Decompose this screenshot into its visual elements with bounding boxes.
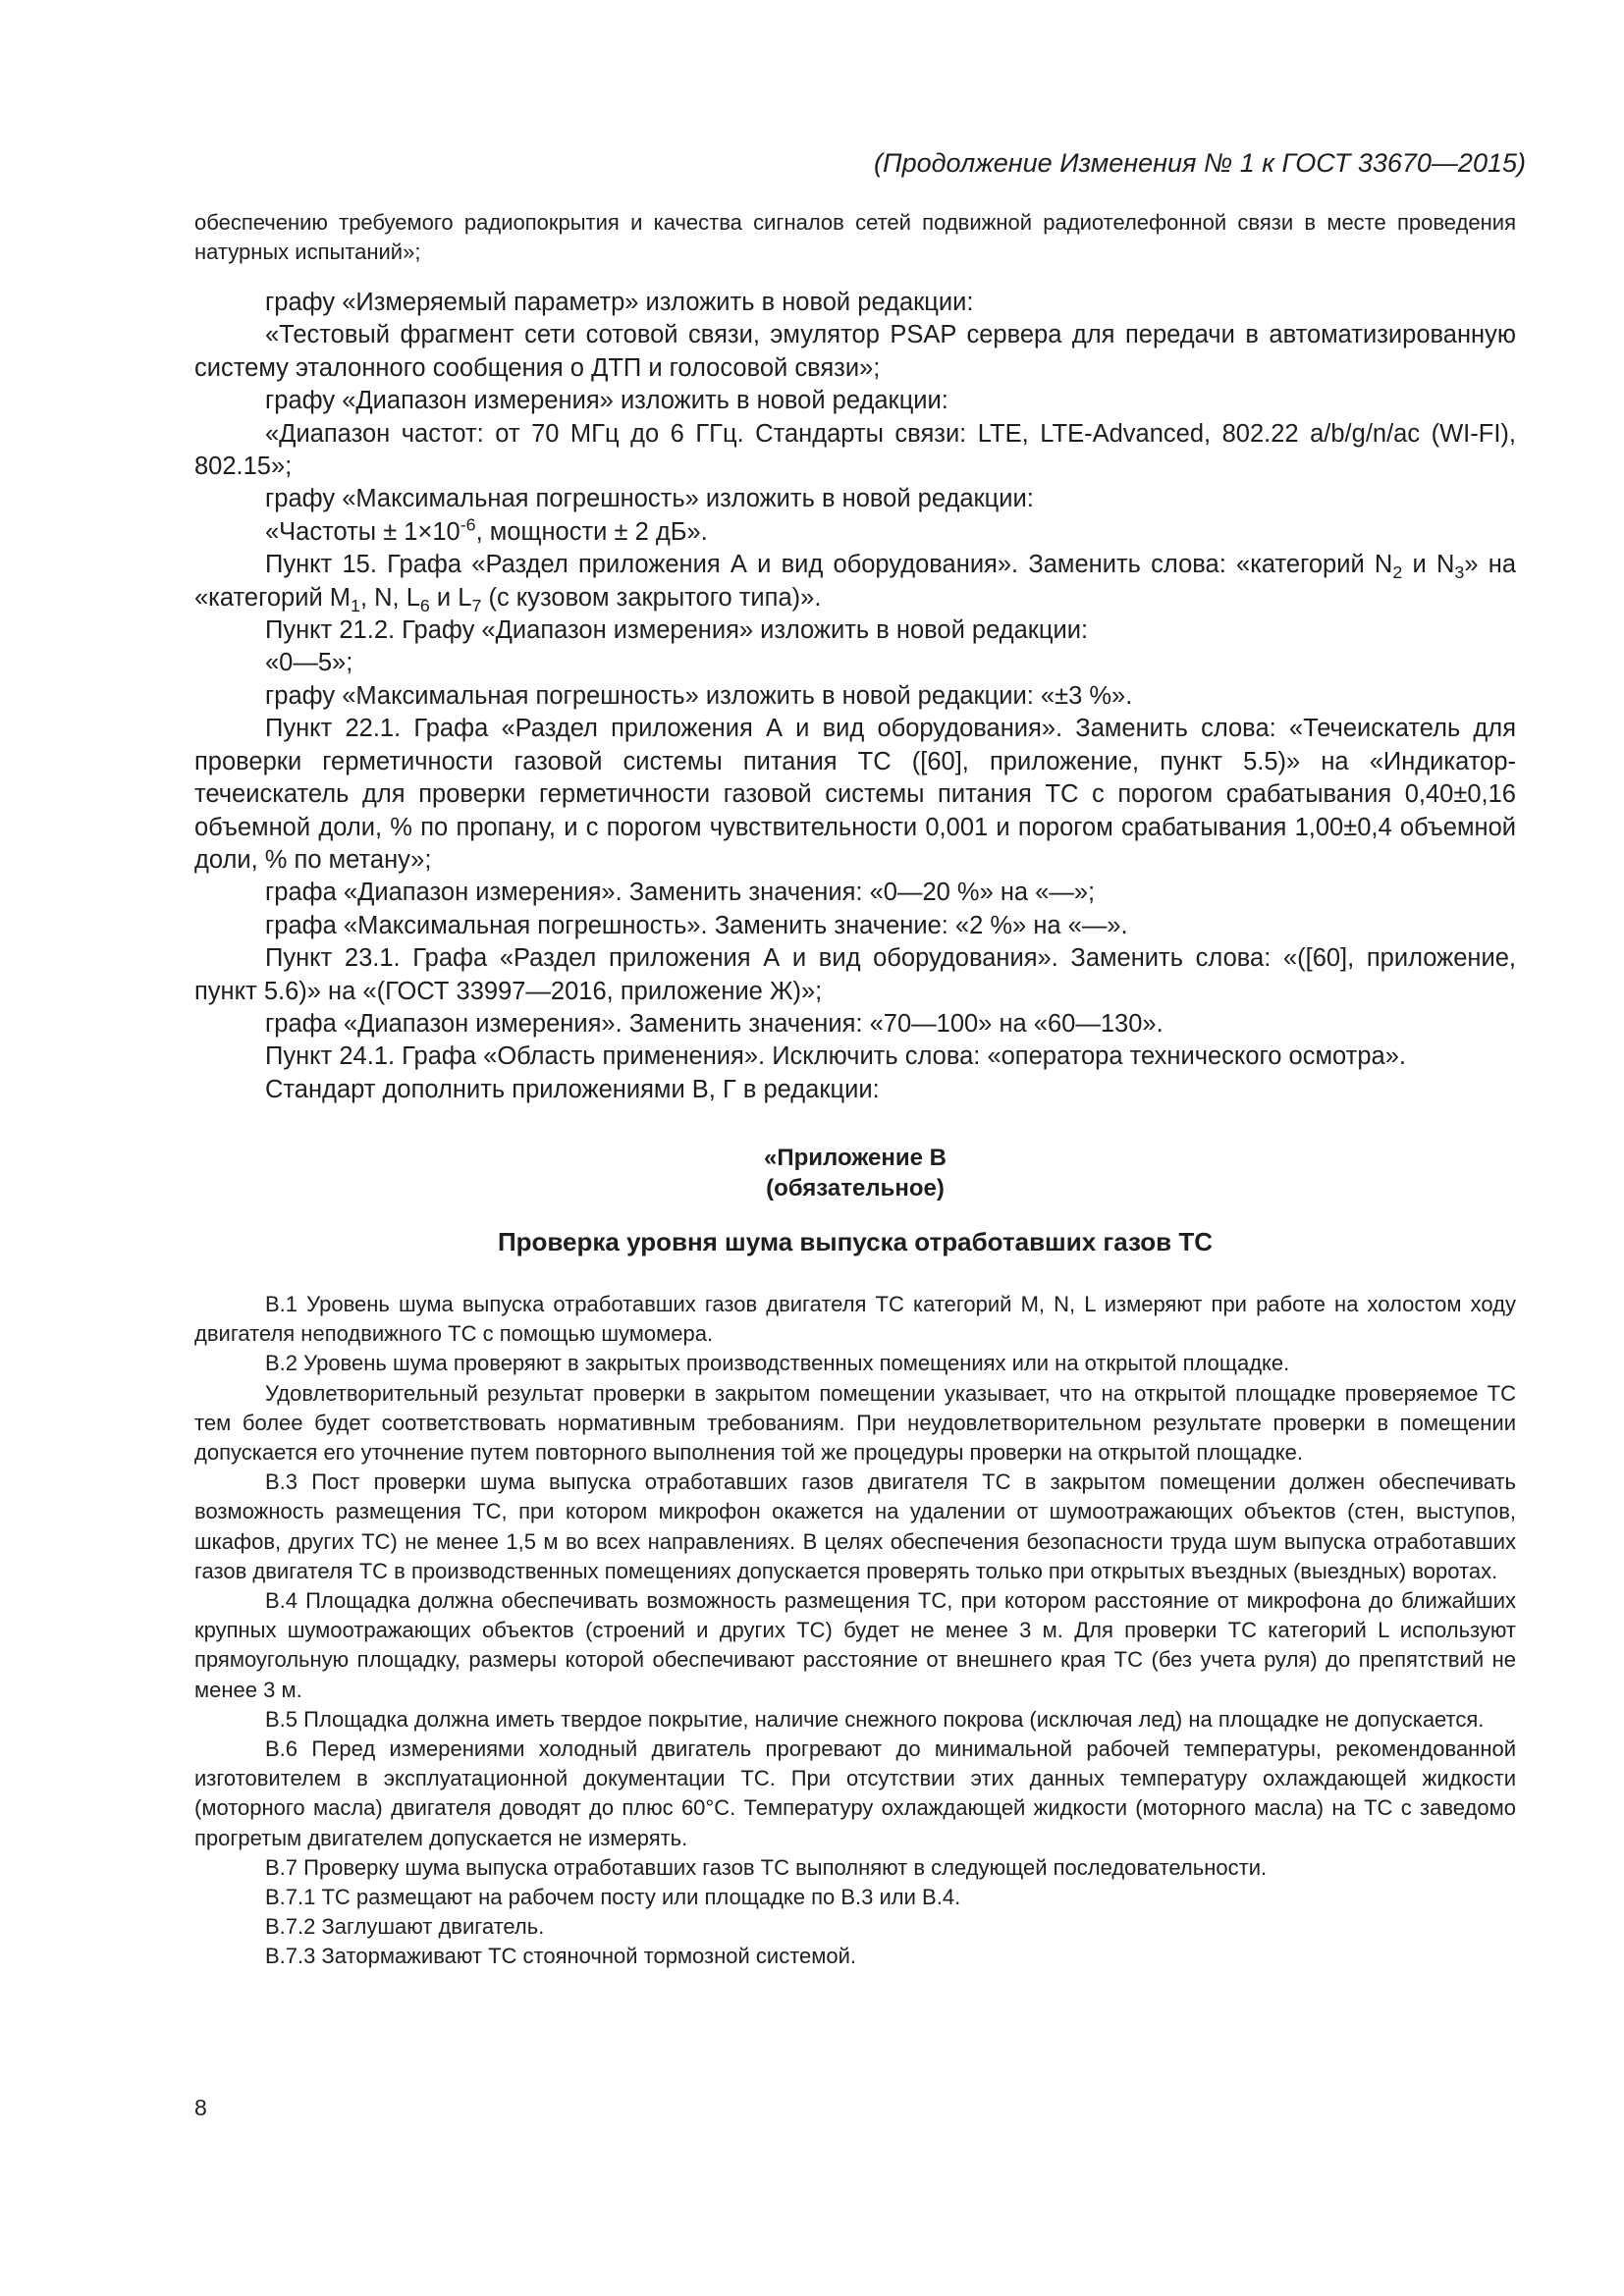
appendix-paragraph: В.6 Перед измерениями холодный двигатель прогревают до минимальной рабочей температуры, рекомендованной изготовителем в эксплуатационной документации ТС. При отсутствии этих данных температуру охлаждающей жидкости (моторного масла) двигателя доводят до плюс 60°С. Температуру охлаждающей жидкости (моторного масла) на ТС с заведомо прогретым двигателем допускается не измерять.: [194, 1736, 1516, 1850]
running-header: (Продолжение Изменения № 1 к ГОСТ 33670—2015): [874, 148, 1526, 178]
amendment-paragraph: [194, 549, 1516, 614]
amendment-paragraph: графу «Измеряемый параметр» изложить в новой редакции:: [265, 289, 974, 316]
amendment-paragraph: графа «Диапазон измерения». Заменить значения: «0—20 %» на «—»;: [265, 879, 1096, 907]
text-run: , мощности ± 2 дБ».: [475, 517, 708, 546]
subscript: 2: [1392, 562, 1403, 583]
appendix-paragraph: Удовлетворительный результат проверки в закрытом помещении указывает, что на открытой площадке проверяемое ТС тем более будет соответствовать нормативным требованиям. При неудовлетворительном результате проверки в помещении допускается его уточнение путем повторного выполнения той же процедуры проверки на открытой площадке.: [194, 1380, 1516, 1466]
superscript: -6: [460, 514, 476, 535]
appendix-status-line: (обязательное): [766, 1175, 945, 1201]
text-run: и N: [1402, 551, 1455, 579]
amendment-paragraph: графу «Максимальная погрешность» изложить в новой редакции: «±3 %».: [265, 681, 1133, 710]
appendix-paragraph: В.7 Проверку шума выпуска отработавших газов ТС выполняют в следующей последовательности.: [265, 1854, 1268, 1880]
page-number: 8: [194, 2095, 207, 2120]
appendix-paragraph: В.2 Уровень шума проверяют в закрытых производственных помещениях или на открытой площадке.: [265, 1351, 1290, 1376]
amendment-paragraph: «0—5»;: [265, 649, 353, 677]
amendment-paragraph: [194, 516, 1516, 549]
subscript: 3: [1454, 562, 1465, 583]
amendment-paragraph: Пункт 23.1. Графа «Раздел приложения А и вид оборудования». Заменить слова: «([60], приложение, пункт 5.6)» на «(ГОСТ 33997—2016, приложение Ж)»;: [194, 944, 1516, 1005]
text-run: и L: [429, 583, 472, 612]
amendments-block: [194, 287, 1516, 1106]
appendix-paragraph: В.7.1 ТС размещают на рабочем посту или площадке по В.3 или В.4.: [265, 1885, 961, 1910]
amendment-paragraph: графу «Максимальная погрешность» изложить в новой редакции:: [265, 485, 1034, 513]
intro-continuation: [194, 208, 1516, 267]
amendment-paragraph: Пункт 21.2. Графу «Диапазон измерения» изложить в новой редакции:: [265, 616, 1089, 645]
amendment-paragraph: Пункт 24.1. Графа «Область применения». Исключить слова: «оператора технического осмотра».: [265, 1042, 1406, 1071]
intro-paragraph: обеспечению требуемого радиопокрытия и качества сигналов сетей подвижной радиотелефонной связи в месте проведения натурных испытаний»;: [194, 210, 1516, 264]
appendix-paragraph: В.4 Площадка должна обеспечивать возможность размещения ТС, при котором расстояние от микрофона до ближайших крупных шумоотражающих объектов (строений и других ТС) будет не менее 3 м. Для проверки ТС категорий L используют прямоугольную площадку, размеры которой обеспечивают расстояние от внешнего края ТС (без учета руля) до препятствий не менее 3 м.: [194, 1588, 1516, 1702]
text-run: Пункт 15. Графа «Раздел приложения А и вид оборудования». Заменить слова: «категорий N: [265, 551, 1393, 579]
amendment-paragraph: Пункт 22.1. Графа «Раздел приложения А и вид оборудования». Заменить слова: «Течеискатель для проверки герметичности газовой системы питания ТС ([60], приложение, пункт 5.5)» на «Индикатор-течеискатель для проверки герметичности газовой системы питания ТС с порогом срабатывания 0,40±0,16 объемной доли, % по пропану, и с порогом чувствительности 0,001 и порогом срабатывания 1,00±0,4 объемной доли, % по метану»;: [194, 715, 1516, 874]
appendix-paragraph: В.7.3 Затормаживают ТС стояночной тормозной системой.: [265, 1944, 857, 1969]
amendment-paragraph: Стандарт дополнить приложениями В, Г в редакции:: [265, 1075, 880, 1103]
amendment-paragraph: «Тестовый фрагмент сети сотовой связи, эмулятор PSAP сервера для передачи в автоматизированную систему эталонного сообщения о ДТП и голосовой связи»;: [194, 321, 1516, 382]
subscript: 1: [351, 595, 360, 615]
section-title: Проверка уровня шума выпуска отработавших газов ТС: [497, 1227, 1214, 1256]
amendment-paragraph: «Диапазон частот: от 70 МГц до 6 ГГц. Стандарты связи: LTE, LTE-Advanced, 802.22 a/b/g/n/ac (WI-FI), 802.15»;: [194, 419, 1516, 481]
text-run: (с кузовом закрытого типа)».: [481, 583, 822, 612]
appendix-paragraph: В.1 Уровень шума выпуска отработавших газов двигателя ТС категорий M, N, L измеряют при работе на холостом ходу двигателя неподвижного ТС с помощью шумомера.: [194, 1292, 1516, 1347]
appendix-paragraph: В.7.2 Заглушают двигатель.: [265, 1914, 545, 1940]
text-run: «Частоты ± 1×10: [265, 517, 460, 546]
amendment-paragraph: графа «Диапазон измерения». Заменить значения: «70—100» на «60—130».: [265, 1009, 1164, 1038]
amendment-paragraph: графу «Диапазон измерения» изложить в новой редакции:: [265, 387, 948, 415]
appendix-title: [194, 1143, 1516, 1203]
appendix-title-line: «Приложение В: [764, 1145, 947, 1171]
appendix-body: [194, 1290, 1516, 1972]
text-run: , N, L: [359, 583, 420, 612]
appendix-paragraph: В.3 Пост проверки шума выпуска отработавших газов двигателя ТС в закрытом помещении должен обеспечивать возможность размещения ТС, при котором микрофон окажется на удалении от шумоотражающих объектов (стен, выступов, шкафов, других ТС) не менее 1,5 м во всех направлениях. В целях обеспечения безопасности труда шум выпуска отработавших газов двигателя ТС в производственных помещениях допускается проверять только при открытых въездных (выездных) воротах.: [194, 1469, 1516, 1583]
text-run: » на «категорий M: [194, 551, 1516, 612]
appendix-paragraph: В.5 Площадка должна иметь твердое покрытие, наличие снежного покрова (исключая лед) на площадке не допускается.: [265, 1706, 1485, 1732]
subscript: 7: [471, 595, 482, 615]
amendment-paragraph: графа «Максимальная погрешность». Заменить значение: «2 %» на «—».: [265, 911, 1128, 939]
subscript: 6: [419, 595, 430, 615]
